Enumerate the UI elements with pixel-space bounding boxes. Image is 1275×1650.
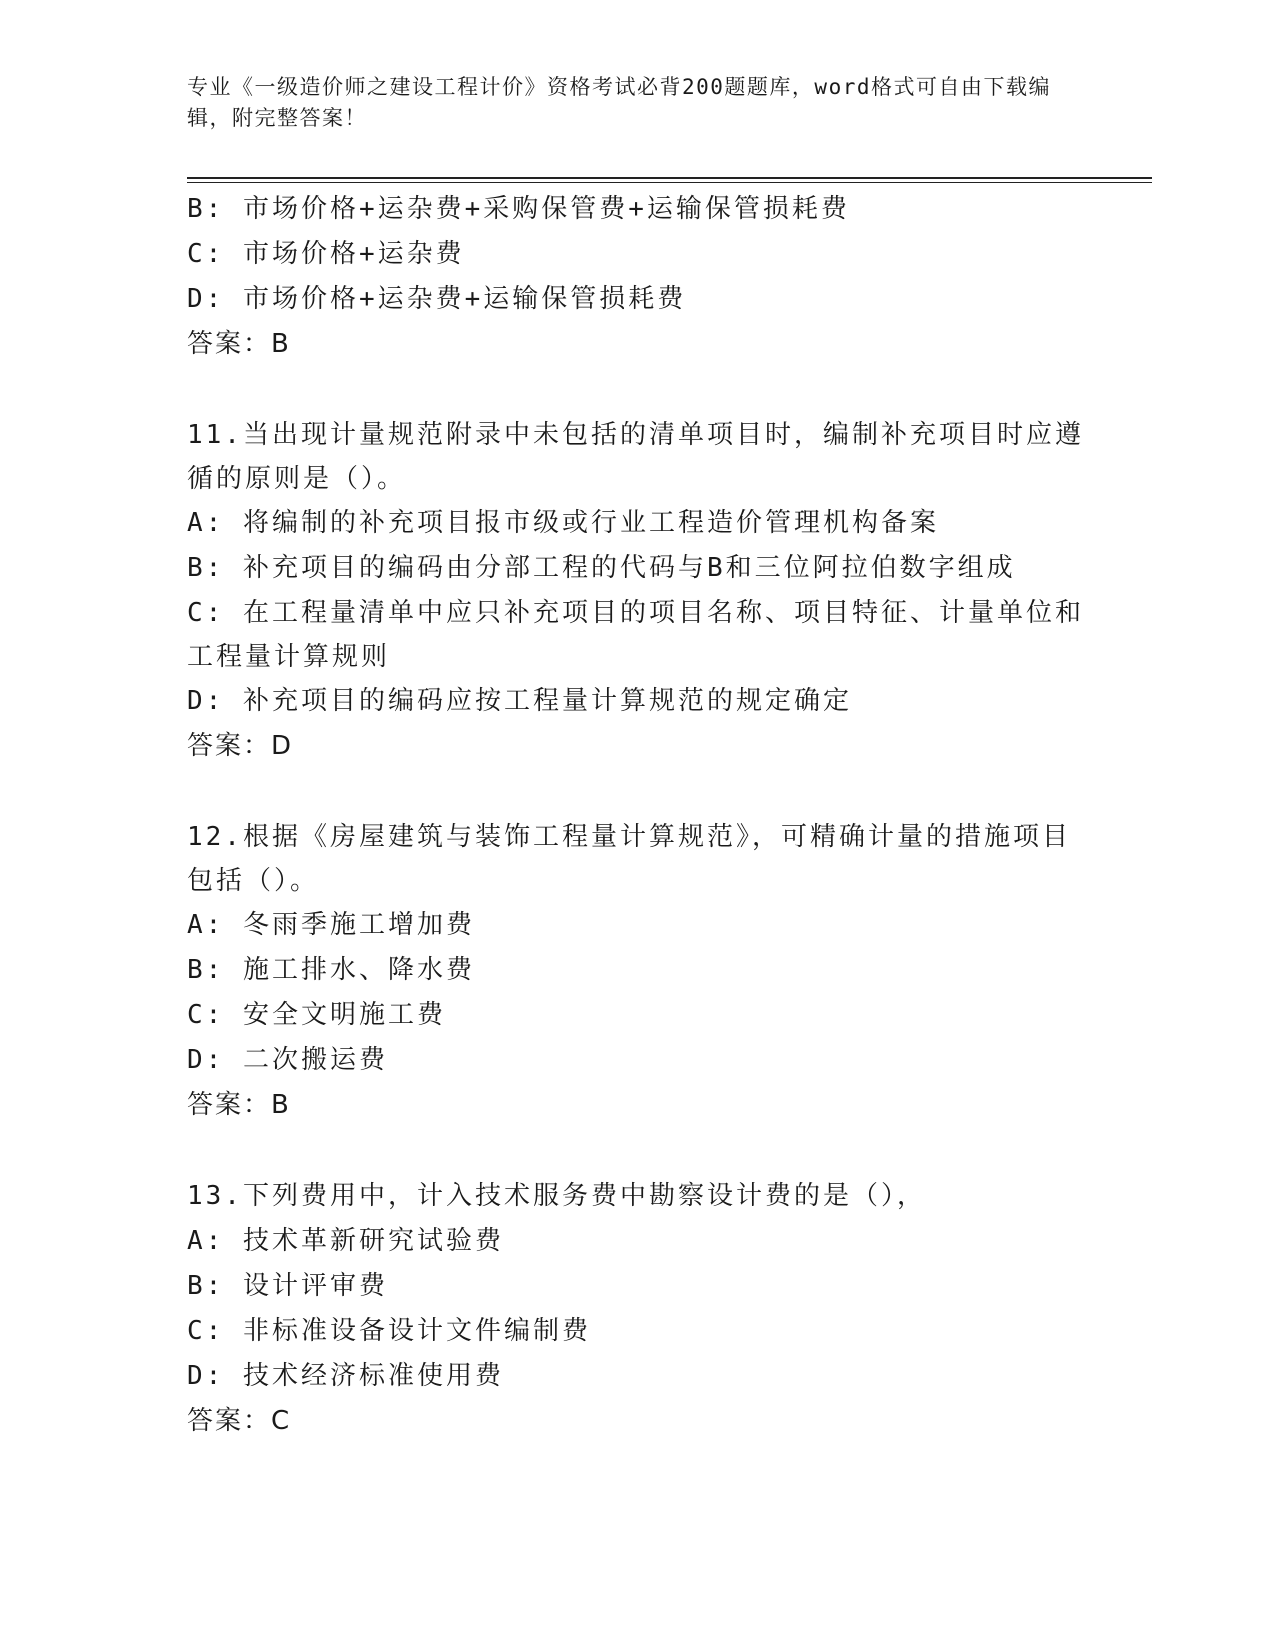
option-label: C: xyxy=(187,239,225,269)
option-text: 二次搬运费 xyxy=(242,1045,388,1075)
option-text: 在工程量清单中应只补充项目的项目名称、项目特征、计量单位和工程量计算规则 xyxy=(187,598,1084,672)
option-text: 非标准设备设计文件编制费 xyxy=(242,1316,591,1346)
option-label: D: xyxy=(187,1045,225,1075)
option-label: C: xyxy=(187,1000,225,1030)
option-a xyxy=(187,1219,1087,1264)
answer: 答案：D xyxy=(187,731,294,761)
option-label: D: xyxy=(187,1361,225,1391)
option-label: B: xyxy=(187,1271,225,1301)
prev-question xyxy=(187,187,1087,367)
option-text: 市场价格+运杂费+采购保管费+运输保管损耗费 xyxy=(242,194,850,224)
option-label: B: xyxy=(187,194,225,224)
option-label: A: xyxy=(187,508,225,538)
option-label: A: xyxy=(187,1226,225,1256)
option-label: B: xyxy=(187,955,225,985)
option-b xyxy=(187,1264,1087,1309)
option-text: 补充项目的编码应按工程量计算规范的规定确定 xyxy=(242,686,852,716)
option-a xyxy=(187,501,1087,546)
question-content xyxy=(187,187,1087,1444)
question-stem: 12.根据《房屋建筑与装饰工程量计算规范》，可精确计量的措施项目包括（）。 xyxy=(187,822,1071,896)
option-text: 施工排水、降水费 xyxy=(242,955,475,985)
option-text: 安全文明施工费 xyxy=(242,1000,446,1030)
option-a xyxy=(187,903,1087,948)
option-c xyxy=(187,591,1087,679)
option-c xyxy=(187,1309,1087,1354)
option-text: 将编制的补充项目报市级或行业工程造价管理机构备案 xyxy=(242,508,939,538)
question-stem: 11.当出现计量规范附录中未包括的清单项目时，编制补充项目时应遵循的原则是（）。 xyxy=(187,420,1084,494)
option-label: B: xyxy=(187,553,225,583)
option-text: 冬雨季施工增加费 xyxy=(242,910,475,940)
option-label: D: xyxy=(187,686,225,716)
option-c xyxy=(187,232,1087,277)
document-header: 专业《一级造价师之建设工程计价》资格考试必背200题题库，word格式可自由下载编辑，附完整答案！ xyxy=(187,75,1051,130)
question-11 xyxy=(187,413,1087,769)
option-b xyxy=(187,187,1087,232)
option-label: C: xyxy=(187,1316,225,1346)
option-d xyxy=(187,679,1087,724)
option-text: 设计评审费 xyxy=(242,1271,388,1301)
option-text: 市场价格+运杂费+运输保管损耗费 xyxy=(242,284,687,314)
option-text: 补充项目的编码由分部工程的代码与B和三位阿拉伯数字组成 xyxy=(242,553,1016,583)
option-label: D: xyxy=(187,284,225,314)
option-d xyxy=(187,1038,1087,1083)
option-b xyxy=(187,546,1087,591)
question-13 xyxy=(187,1174,1087,1444)
header-rule-thin xyxy=(187,182,1152,183)
option-b xyxy=(187,948,1087,993)
answer: 答案：B xyxy=(187,1090,291,1120)
option-c xyxy=(187,993,1087,1038)
option-d xyxy=(187,1354,1087,1399)
option-text: 市场价格+运杂费 xyxy=(242,239,465,269)
option-d xyxy=(187,277,1087,322)
option-text: 技术革新研究试验费 xyxy=(242,1226,504,1256)
option-label: C: xyxy=(187,598,225,628)
answer: 答案：B xyxy=(187,329,291,359)
answer: 答案：C xyxy=(187,1406,292,1436)
question-stem: 13.下列费用中，计入技术服务费中勘察设计费的是（）， xyxy=(187,1181,926,1211)
option-text: 技术经济标准使用费 xyxy=(242,1361,504,1391)
question-12 xyxy=(187,815,1087,1128)
header-rule-thick xyxy=(187,177,1152,179)
option-label: A: xyxy=(187,910,225,940)
